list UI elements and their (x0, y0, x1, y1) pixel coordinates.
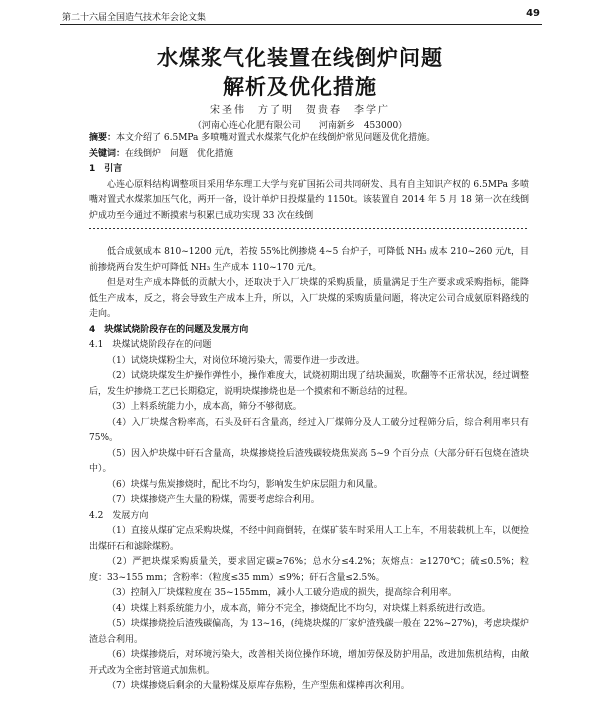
paper-title-line2: 解析及优化措施 (223, 75, 377, 99)
abstract (89, 131, 529, 147)
list-item: （1）试烧块煤粉尘大，对岗位环境污染大，需要作进一步改进。 (107, 355, 365, 366)
list-item: （7）块煤掺烧产生大量的粉煤，需要考虑综合利用。 (107, 495, 320, 505)
authors: 宋圣伟 方了明 贺贵春 李学广 (210, 105, 390, 116)
running-header-title: 第二十六届全国造气技术年会论文集 (62, 13, 207, 23)
list-item: （3）上料系统能力小，成本高，筛分不够彻底。 (107, 402, 302, 412)
list-item: （1）直接从煤矿定点采购块煤，不经中间商倒转，在煤矿装车时采用人工上车，不用装载机上车，以便捡出煤矸石和滤除煤粉。 (89, 526, 529, 552)
keywords (89, 147, 529, 163)
list-item: （4）块煤上料系统能力小，成本高，筛分不完全，掺烧配比不均匀，对块煤上料系统进行改造。 (107, 603, 491, 614)
direction-list (89, 524, 529, 695)
header-rule (60, 24, 542, 25)
list-item: （6）块煤掺烧后，对环境污染大，改善相关岗位操作环境，增加劳保及防护用品，改进加焦机结构，由敞开式改为全密封管道式加焦机。 (89, 650, 529, 676)
list-item: （7）块煤掺烧后剩余的大量粉煤及原库存焦粉，生产型焦和煤棒再次利用。 (107, 681, 410, 691)
running-header (62, 8, 540, 24)
list-item: （2）严把块煤采购质量关，要求固定碳≥76%；总水分≤4.2%；灰熔点：≥1270℃；硫≤0.5%；粒度：33~155 mm；含粉率：（粒度≤35 mm）≤9%；矸石含量≤2.5%。 (89, 557, 529, 583)
cost-paragraph: 低合成氨成本 810~1200 元/t，若按 55%比例掺烧 4~5 台炉子，可降低 NH₃ 成本 210~260 元/t，目前掺烧两台发生炉可降低 NH₃ 生产成本 110~170 元/t。 (89, 247, 529, 273)
page-number: 49 (526, 8, 540, 19)
list-item: （5）因入炉块煤中矸石含量高，块煤掺烧捡后渣残碳较烧焦炭高 5~9 个百分点（大部分矸石包烧在渣块中）。 (89, 448, 529, 474)
intro-paragraph: 心连心原料结构调整项目采用华东理工大学与兖矿国拓公司共同研发、具有自主知识产权的 6.5MPa 多喷嘴对置式水煤浆加压气化，两开一备，设计单炉日投煤量约 1150t。该装置自 2014 年 5 月 18 第一次在线倒炉成功至今通过不断摸索与积累已成功实现 33 次在线倒 (89, 179, 529, 221)
subsection-4-1-heading: 4.1 块煤试烧阶段存在的问题 (89, 340, 212, 350)
paper-title-line1: 水煤浆气化装置在线倒炉问题 (157, 46, 443, 70)
subsection-4-2-heading: 4.2 发展方向 (89, 510, 149, 521)
paper-body (89, 131, 529, 695)
list-item: （3）控制入厂块煤粒度在 35~155mm，减小人工破分造成的损失，提高综合利用率。 (107, 588, 457, 598)
list-item: （5）块煤掺烧捡后渣残碳偏高，为 13~16，(纯烧块煤的厂家炉渣残碳一般在 22%~27%)，考虑块煤炉渣总合利用。 (89, 619, 529, 645)
keywords-text: 在线倒炉 问题 优化措施 (125, 148, 234, 159)
section-1-heading: 1 引言 (89, 164, 123, 174)
section-4-heading: 4 块煤试烧阶段存在的问题及发展方向 (89, 324, 249, 335)
affiliation: （河南心连心化肥有限公司 河南新乡 453000） (192, 121, 408, 131)
quality-paragraph: 但是对生产成本降低的贡献大小，还取决于入厂块煤的采购质量，质量满足于生产要求或采购指标，能降低生产成本，反之，将会导致生产成本上升，所以，入厂块煤的采购质量问题，将决定公司合成氨原料路线的走向。 (89, 278, 529, 319)
list-item: （6）块煤与焦炭掺烧时，配比不均匀，影响发生炉床层阻力和风量。 (107, 479, 383, 490)
tear-line-divider (89, 225, 529, 231)
abstract-label: 摘要： (89, 133, 117, 143)
list-item: （4）入厂块煤含粉率高，石头及矸石含量高，经过入厂煤筛分及人工破分过程筛分后，综合利用率只有 75%。 (89, 417, 529, 443)
list-item: （2）试烧块煤发生炉操作弹性小，操作难度大，试烧初期出现了结块漏炭，吹翻等不正常状况，经过调整后，发生炉掺烧工艺已长期稳定，说明块煤掺烧也是一个摸索和不断总结的过程。 (89, 371, 529, 397)
keywords-label: 关键词： (89, 148, 126, 159)
abstract-text: 本文介绍了 6.5MPa 多喷嘴对置式水煤浆气化炉在线倒炉常见问题及优化措施。 (116, 133, 436, 143)
problem-list (89, 354, 529, 509)
